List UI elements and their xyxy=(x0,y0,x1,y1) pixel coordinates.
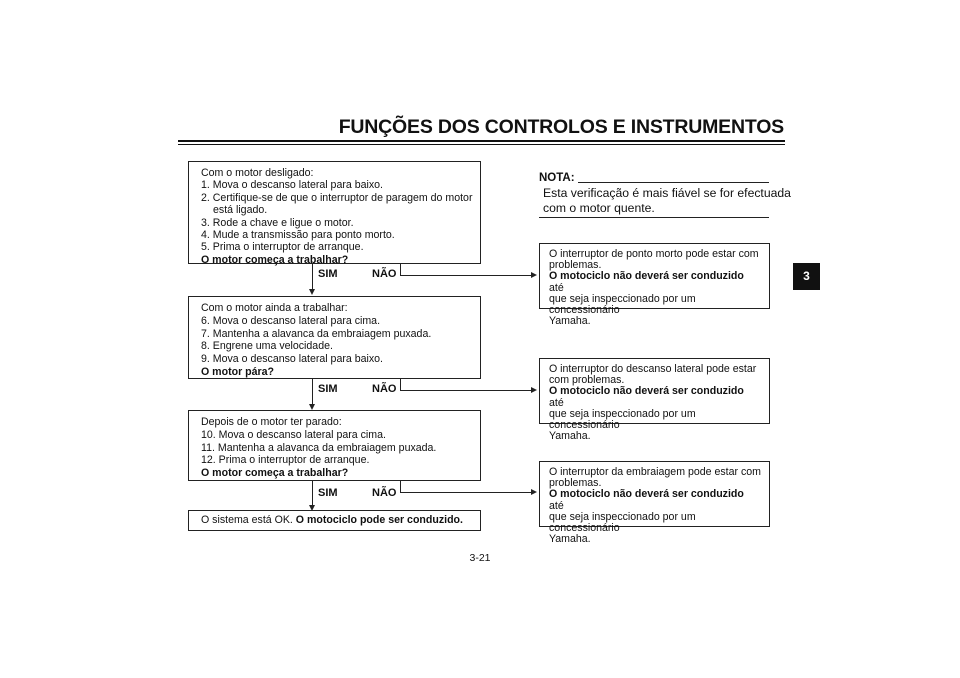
no-label: NÃO xyxy=(372,268,397,280)
failure-text: problemas. xyxy=(549,477,602,490)
step-question: O motor pára? xyxy=(201,365,274,378)
arrow-down-icon xyxy=(309,289,315,295)
step-item: 11. Mantenha a alavanca da embraiagem puxada. xyxy=(201,441,437,454)
failure-text: Yamaha. xyxy=(549,315,591,328)
step-item: 5. Prima o interruptor de arranque. xyxy=(201,241,364,254)
note-text-line: com o motor quente. xyxy=(543,201,655,215)
flow-step-1 xyxy=(188,161,481,264)
failure-text: O interruptor do descanso lateral pode estar xyxy=(549,363,757,375)
step-item: 2. Certifique-se de que o interruptor de paragem do motor xyxy=(201,191,473,204)
flow-result-ok xyxy=(188,510,481,531)
arrow-right-icon xyxy=(531,489,537,495)
step-item: está ligado. xyxy=(213,204,268,217)
step-question: O motor começa a trabalhar? xyxy=(201,467,349,480)
failure-text: que seja inspeccionado por um concessionário xyxy=(549,510,696,535)
failure-text: até xyxy=(549,499,564,512)
failure-warning: O motociclo não deverá ser conduzido xyxy=(549,270,744,283)
flow-failure-neutral-switch xyxy=(539,243,770,328)
failure-text: Yamaha. xyxy=(549,430,591,443)
note-rule-bottom xyxy=(539,217,769,218)
step-item: 4. Mude a transmissão para ponto morto. xyxy=(201,229,395,242)
step-intro: Depois de o motor ter parado: xyxy=(201,416,342,428)
note-rule-top xyxy=(578,182,769,183)
step-item: 6. Mova o descanso lateral para cima. xyxy=(201,314,381,327)
failure-text: com problemas. xyxy=(549,374,625,387)
flow-failure-clutch-switch xyxy=(539,461,770,546)
flow-failure-sidestand-switch xyxy=(539,358,770,443)
failure-warning: O motociclo não deverá ser conduzido xyxy=(549,488,744,501)
result-text-bold: O motociclo pode ser conduzido. xyxy=(295,514,463,526)
flow-step-3 xyxy=(188,410,481,481)
step-intro: Com o motor ainda a trabalhar: xyxy=(201,302,348,314)
failure-text: O interruptor de ponto morto pode estar com xyxy=(549,248,759,260)
header-rule-thick xyxy=(178,140,785,142)
note-text-line: Esta verificação é mais fiável se for efectuada xyxy=(543,186,791,200)
step-intro: Com o motor desligado: xyxy=(201,167,314,179)
arrow-right-icon xyxy=(531,272,537,278)
arrow-right-icon xyxy=(531,387,537,393)
failure-text: até xyxy=(549,281,564,294)
chapter-tab: 3 xyxy=(793,263,820,290)
header-rule-thin xyxy=(178,144,785,145)
step-item: 12. Prima o interruptor de arranque. xyxy=(201,454,370,467)
failure-text: que seja inspeccionado por um concessionário xyxy=(549,407,696,432)
failure-text: até xyxy=(549,396,564,409)
note-label: NOTA: xyxy=(539,172,575,184)
failure-warning: O motociclo não deverá ser conduzido xyxy=(549,385,744,398)
no-connector-line xyxy=(400,492,531,493)
result-text: O sistema está OK. xyxy=(201,514,296,526)
step-item: 10. Mova o descanso lateral para cima. xyxy=(201,428,386,441)
failure-text: que seja inspeccionado por um concessionário xyxy=(549,292,696,317)
failure-text: O interruptor da embraiagem pode estar com xyxy=(549,466,761,478)
yes-connector-line xyxy=(312,264,313,290)
step-item: 9. Mova o descanso lateral para baixo. xyxy=(201,353,383,366)
step-item: 3. Rode a chave e ligue o motor. xyxy=(201,216,354,229)
no-connector-line xyxy=(400,390,531,391)
yes-connector-line xyxy=(312,481,313,506)
step-item: 8. Engrene uma velocidade. xyxy=(201,340,333,353)
failure-text: problemas. xyxy=(549,259,602,272)
yes-label: SIM xyxy=(318,383,338,395)
no-label: NÃO xyxy=(372,487,397,499)
step-question: O motor começa a trabalhar? xyxy=(201,253,349,266)
no-label: NÃO xyxy=(372,383,397,395)
step-item: 7. Mantenha a alavanca da embraiagem puxada. xyxy=(201,327,432,340)
yes-label: SIM xyxy=(318,487,338,499)
page-title: FUNÇÕES DOS CONTROLOS E INSTRUMENTOS xyxy=(338,116,784,138)
yes-connector-line xyxy=(312,379,313,405)
page-number: 3-21 xyxy=(469,552,491,564)
yes-label: SIM xyxy=(318,268,338,280)
failure-text: Yamaha. xyxy=(549,533,591,546)
step-item: 1. Mova o descanso lateral para baixo. xyxy=(201,179,383,192)
flow-step-2 xyxy=(188,296,481,379)
no-connector-line xyxy=(400,275,531,276)
